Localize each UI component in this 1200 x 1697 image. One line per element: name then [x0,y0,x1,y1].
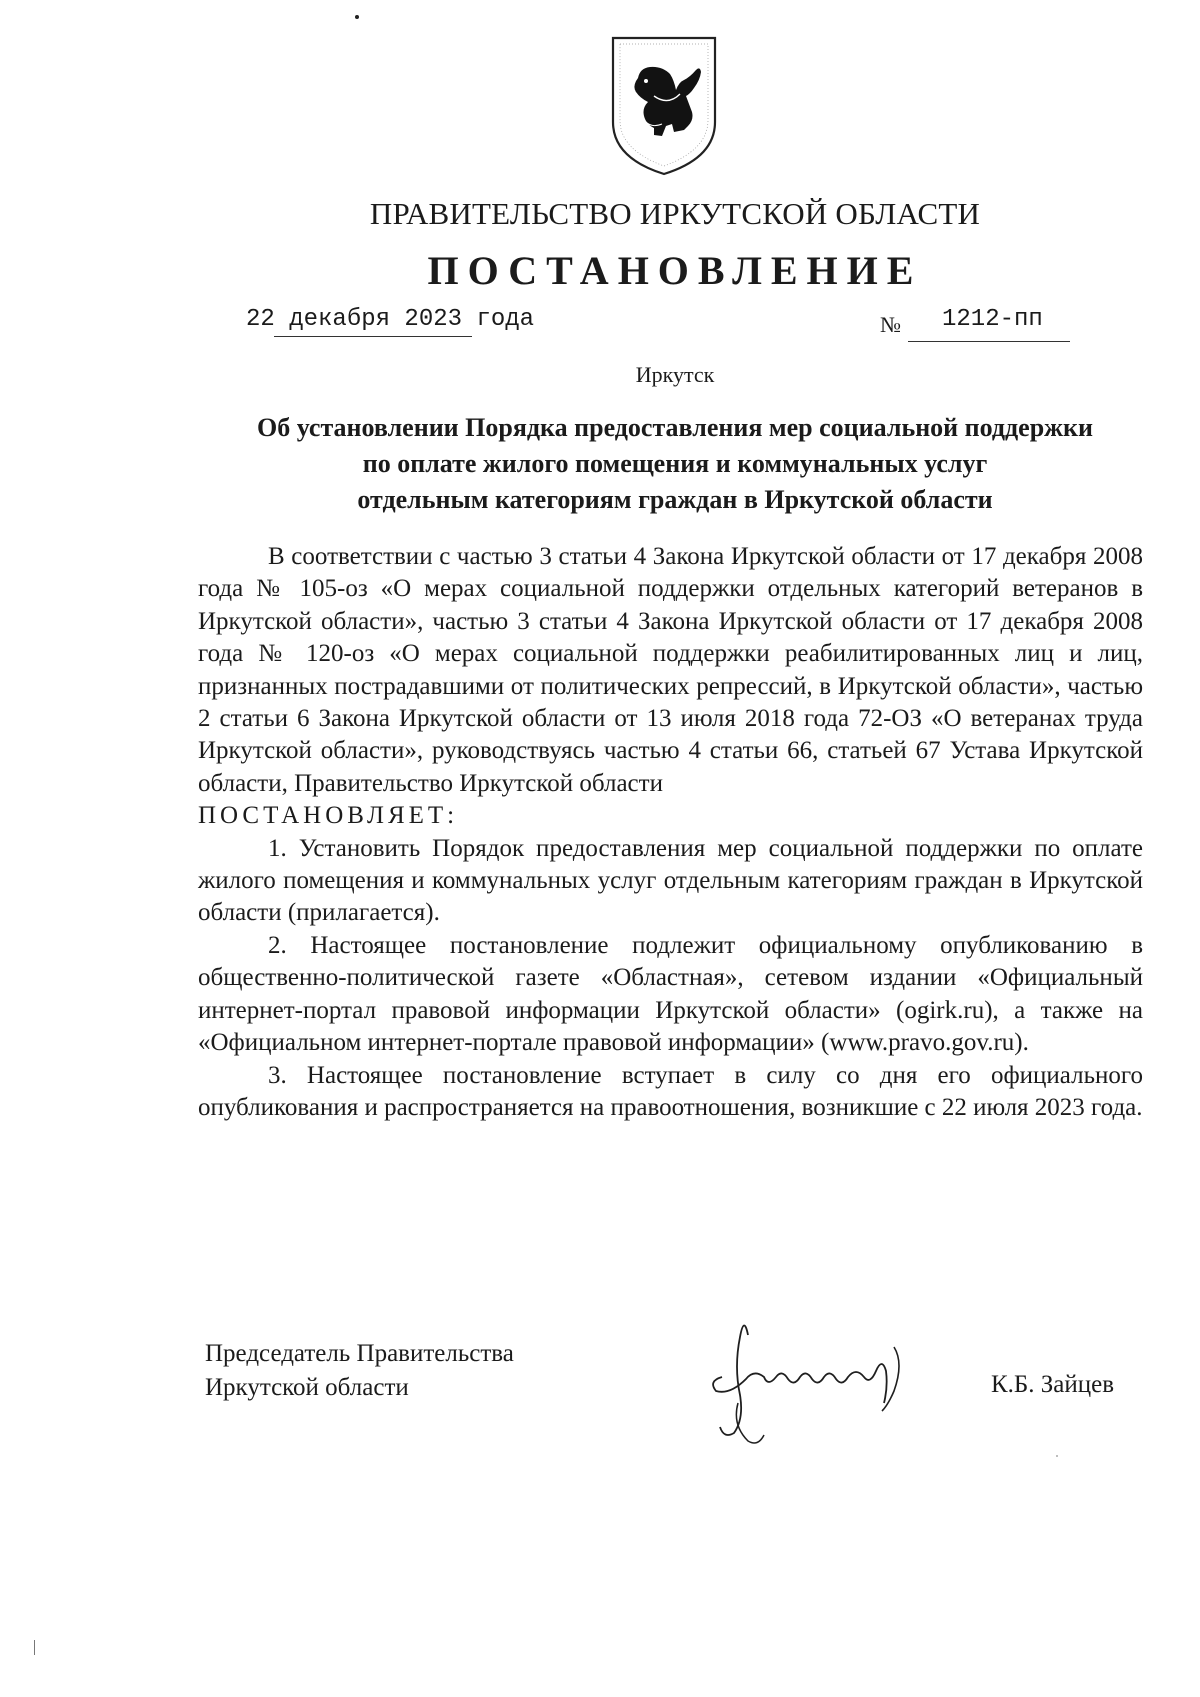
document-title [220,410,1130,518]
document-city: Иркутск [635,362,715,387]
signer-position-line: Председатель Правительства [205,1340,514,1367]
preamble-paragraph: В соответствии с частью 3 статьи 4 Закона Иркутской области от 17 декабря 2008 года № 105-оз «О мерах социальной поддержки отдельных категорий ветеранов в Иркутской области», частью 3 статьи 4 Закона Иркутской области от 17 декабря 2008 года № 120-оз «О мерах социальной поддержки реабилитированных лиц и лиц, признанных пострадавшими от политических репрессий, в Иркутской области», частью 2 статьи 6 Закона Иркутской области от 13 июля 2018 года 72-ОЗ «О ветеранах труда Иркутской области», руководствуясь частью 4 статьи 66, статьей 67 Устава Иркутской области, Правительство Иркутской области [198,543,1143,797]
decree-item: 2. Настоящее постановление подлежит официальному опубликованию в общественно-политической газете «Областная», сетевом издании «Официальный интернет-портал правовой информации Иркутской области» (ogirk.ru), а также на «Официальном интернет-портале правовой информации» (www.pravo.gov.ru). [198,931,1143,1057]
scan-speck [355,15,359,19]
decree-item: 1. Установить Порядок предоставления мер социальной поддержки по оплате жилого помещения и коммунальных услуг отдельным категориям граждан в Иркутской области (прилагается). [198,834,1143,927]
coat-of-arms-icon [610,36,718,176]
document-date [244,306,535,333]
document-title-line: по оплате жилого помещения и коммунальных услуг [362,449,988,478]
signer-name: К.Б. Зайцев [991,1371,1115,1398]
document-title-line: Об установлении Порядка предоставления мер социальной поддержки [257,413,1093,442]
signature-block [205,1337,1185,1477]
signer-position-line: Иркутской области [205,1374,409,1401]
scan-edge-mark [34,1640,35,1655]
handwritten-signature [698,1307,928,1452]
signer-position [205,1337,514,1405]
document-number-value: 1212-пп [942,306,1043,333]
number-underline [908,341,1070,342]
decree-item: 3. Настоящее постановление вступает в силу со дня его официального опубликования и распространяется на правоотношения, возникшие с 22 июля 2023 года. [198,1061,1143,1121]
number-sign: № [880,312,901,337]
decree-heading: ПОСТАНОВЛЯЕТ: [198,802,459,830]
document-date-value: 22 декабря 2023 года [246,306,535,333]
document-body [198,541,1143,1124]
authority-name: ПРАВИТЕЛЬСТВО ИРКУТСКОЙ ОБЛАСТИ [369,196,981,231]
document-title-line: отдельным категориям граждан в Иркутской области [357,485,993,514]
date-underline [274,336,472,337]
document-type: ПОСТАНОВЛЕНИЕ [427,248,923,293]
